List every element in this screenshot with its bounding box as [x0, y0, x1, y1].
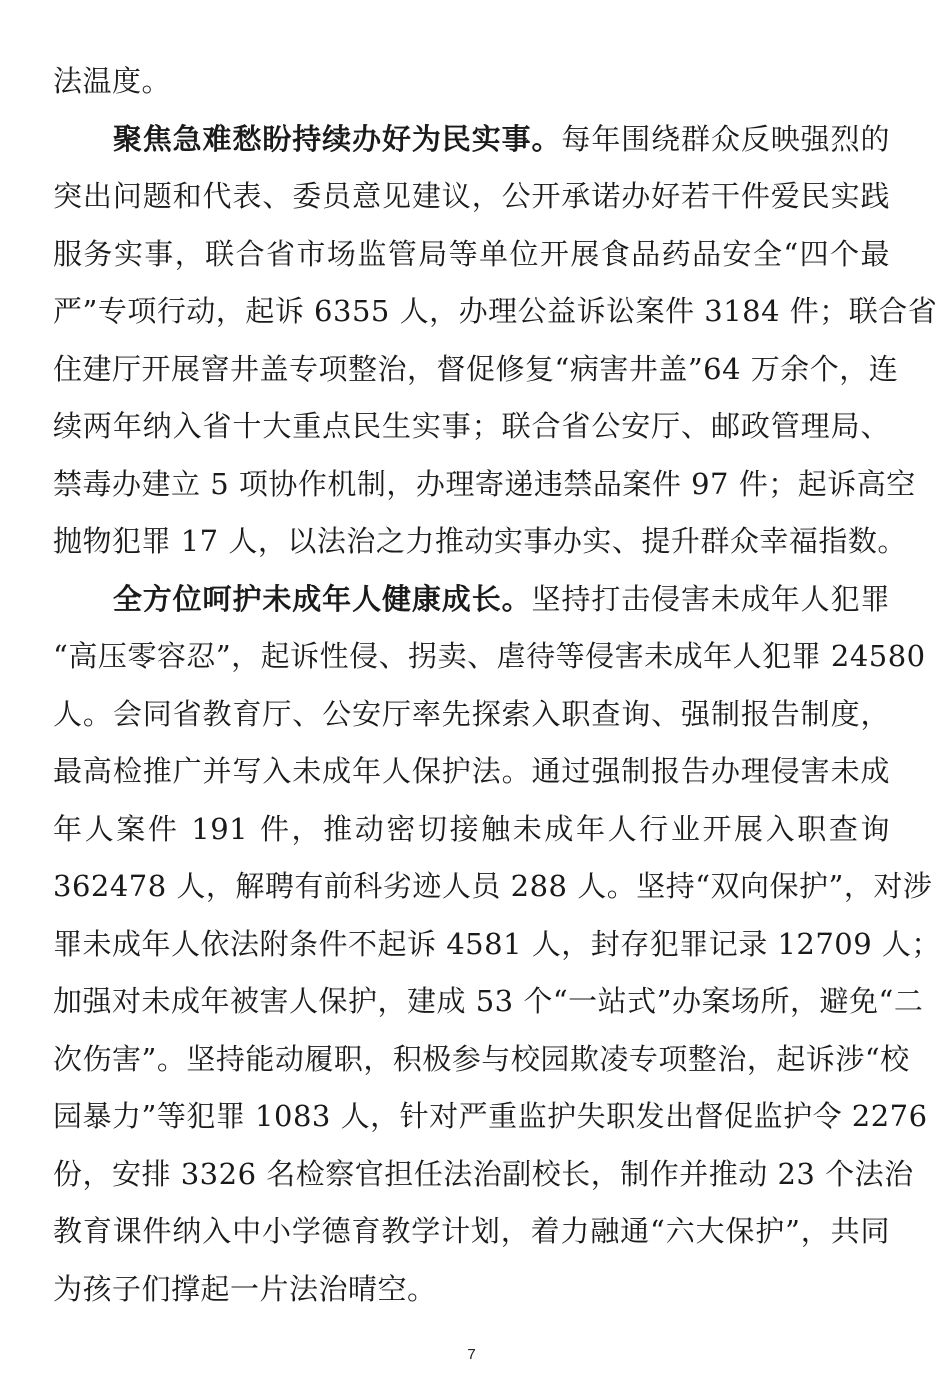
- paragraph-text: 严”专项行动，起诉 6355 人，办理公益诉讼案件 3184 件；联合省: [53, 294, 938, 328]
- paragraph-text: 服务实事，联合省市场监管局等单位开展食品药品安全“四个最: [53, 236, 890, 271]
- text-line: [53, 512, 907, 570]
- text-line: [53, 1202, 890, 1260]
- paragraph-heading: 全方位呵护未成年人健康成长。: [53, 581, 532, 616]
- paragraph-text: “高压零容忍”，起诉性侵、拐卖、虐待等侵害未成年人犯罪 24580: [53, 639, 926, 673]
- text-line: [53, 167, 890, 225]
- text-line: [53, 857, 933, 915]
- paragraph-text: 次伤害”。坚持能动履职，积极参与校园欺凌专项整治，起诉涉“校: [53, 1041, 910, 1076]
- paragraph-text: 加强对未成年被害人保护，建成 53 个“一站式”办案场所，避免“二: [53, 984, 924, 1018]
- text-line: [53, 340, 899, 398]
- paragraph-heading: 聚焦急难愁盼持续办好为民实事。: [53, 121, 562, 156]
- text-line: [53, 1030, 910, 1088]
- text-line: [53, 915, 941, 973]
- paragraph-text: 每年围绕群众反映强烈的: [561, 121, 890, 156]
- text-line: [53, 570, 890, 628]
- paragraph-text: 人。会同省教育厅、公安厅率先探索入职查询、强制报告制度，: [53, 696, 890, 731]
- paragraph-text: 教育课件纳入中小学德育教学计划，着力融通“六大保护”，共同: [53, 1214, 890, 1248]
- paragraph-text: 禁毒办建立 5 项协作机制，办理寄递违禁品案件 97 件；起诉高空: [53, 466, 916, 501]
- paragraph-text: 年人案件 191 件，推动密切接触未成年人行业开展入职查询: [53, 811, 890, 846]
- page-number: 7: [467, 1346, 476, 1363]
- text-line: [53, 282, 938, 340]
- paragraph-text: 罪未成年人依法附条件不起诉 4581 人，封存犯罪记录 12709 人；: [53, 926, 941, 961]
- text-line: [53, 52, 890, 110]
- paragraph-text: 续两年纳入省十大重点民生实事；联合省公安厅、邮政管理局、: [53, 409, 890, 443]
- paragraph-text: 362478 人，解聘有前科劣迹人员 288 人。坚持“双向保护”，对涉: [53, 869, 933, 903]
- paragraph-text: 突出问题和代表、委员意见建议，公开承诺办好若干件爱民实践: [53, 179, 890, 213]
- text-line: [53, 1145, 914, 1203]
- text-line: [53, 627, 926, 685]
- paragraph-text: 抛物犯罪 17 人，以法治之力推动实事办实、提升群众幸福指数。: [53, 524, 907, 558]
- text-line: [53, 1087, 928, 1145]
- text-line: [53, 800, 890, 858]
- paragraph-text: 为孩子们撑起一片法治晴空。: [53, 1271, 437, 1306]
- text-line: [53, 225, 890, 283]
- paragraph-text: 最高检推广并写入未成年人保护法。通过强制报告办理侵害未成: [53, 754, 890, 788]
- text-line: [53, 110, 890, 168]
- paragraph-text: 住建厅开展窨井盖专项整治，督促修复“病害井盖”64 万余个，连: [53, 351, 899, 386]
- paragraph-text: 法温度。: [53, 64, 172, 98]
- text-line: [53, 1260, 890, 1318]
- paragraph-text: 坚持打击侵害未成年人犯罪: [531, 581, 890, 616]
- paragraph-text: 园暴力”等犯罪 1083 人，针对严重监护失职发出督促监护令 2276: [53, 1099, 928, 1133]
- text-line: [53, 972, 924, 1030]
- text-line: [53, 742, 890, 800]
- text-line: [53, 397, 890, 455]
- paragraph-text: 份，安排 3326 名检察官担任法治副校长，制作并推动 23 个法治: [53, 1156, 914, 1191]
- text-line: [53, 455, 916, 513]
- text-line: [53, 685, 890, 743]
